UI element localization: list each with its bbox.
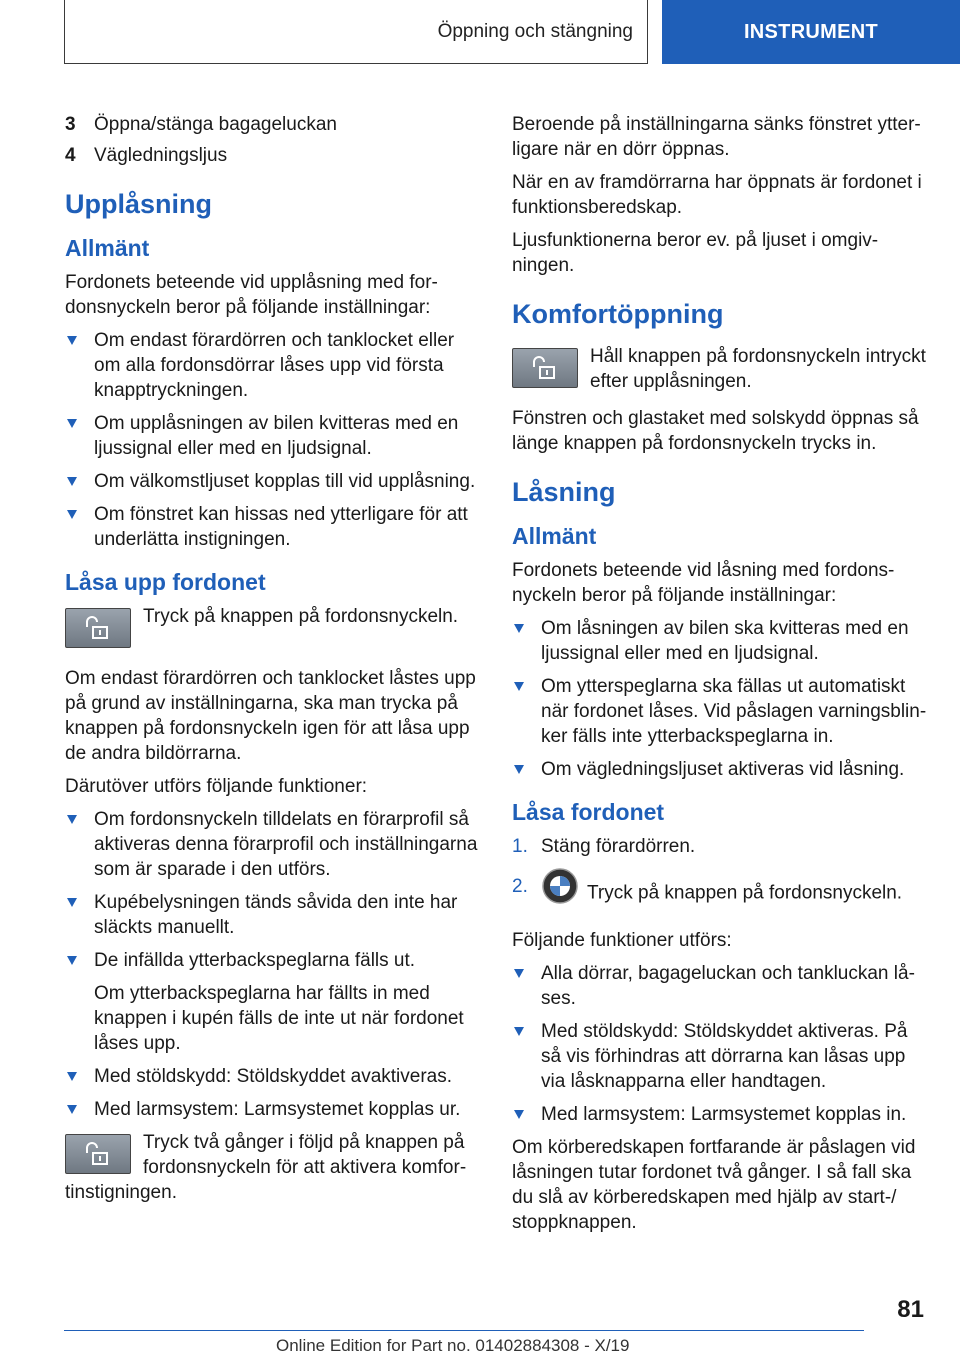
triangle-bullet-icon [67, 419, 77, 428]
key-instruction [65, 1130, 480, 1205]
item-text: Alla dörrar, bagageluckan och tankluckan låses. [541, 963, 915, 1009]
step-number: 2. [512, 876, 528, 897]
step-number: 1. [512, 836, 528, 857]
paragraph: Ljusfunktionerna beror ev. på ljuset i omgivningen. [512, 230, 879, 276]
triangle-bullet-icon [67, 477, 77, 486]
unlock-key-icon [65, 1134, 131, 1174]
item-text: Om fordonsnyckeln tilldelats en förarprofil så aktiveras denna förarprofil och inställningarna som är sparade i den utförs. [94, 809, 478, 880]
bullet-list [65, 807, 480, 973]
triangle-bullet-icon [67, 336, 77, 345]
paragraph: Om körberedskapen fortfarande är påslagen vid låsningen tutar fordonet två gånger. I så fall ska du slå av körberedskapen med hjälp av start-/ stoppknappen. [512, 1137, 916, 1233]
bullet-list [512, 616, 932, 782]
paragraph: Beroende på inställningarna sänks fönstret ytterligare när en dörr öppnas. [512, 114, 921, 160]
list-item [65, 890, 480, 940]
item-text: Med stöldskydd: Stöldskyddet avaktiveras. [94, 1066, 453, 1087]
triangle-bullet-icon [67, 510, 77, 519]
item-text: Kupébelysningen tänds såvida den inte har släckts manuellt. [94, 892, 458, 938]
triangle-bullet-icon [67, 898, 77, 907]
step-text: Stäng förardörren. [541, 836, 696, 857]
item-text: Om låsningen av bilen ska kvitteras med en ljussignal eller med en ljudsignal. [541, 618, 909, 664]
item-text: Om ytterspeglarna ska fällas ut automatiskt när fordonet låses. Vid påslagen varningsblinker fälls inte ytterbackspeglarna in. [541, 676, 927, 747]
item-text: Öppna/stänga bagageluckan [94, 114, 337, 135]
bullet-list [65, 328, 480, 552]
bullet-list [65, 1064, 480, 1122]
step-item [512, 867, 932, 920]
list-item [512, 674, 932, 749]
list-item [65, 1097, 480, 1122]
item-text: Om fönstret kan hissas ned ytterligare för att underlätta instigningen. [94, 504, 468, 550]
paragraph: Fönstren och glastaket med solskydd öppnas så länge knappen på fordonsnyckeln trycks in. [512, 408, 919, 454]
heading-lasa-fordonet: Låsa fordonet [512, 799, 665, 825]
section-tab[interactable] [662, 0, 960, 64]
item-text: Vägledningsljus [94, 145, 228, 166]
list-item [65, 807, 480, 882]
item-text: Med stöldskydd: Stöldskyddet aktiveras. På så vis förhindras att dörrarna kan låsas upp via låsknapparna eller handtagen. [541, 1021, 908, 1092]
list-item [65, 112, 480, 137]
triangle-bullet-icon [514, 765, 524, 774]
step-item [512, 834, 932, 859]
item-text: Om vägledningsljuset aktiveras vid låsning. [541, 759, 905, 780]
triangle-bullet-icon [514, 682, 524, 691]
item-text: Om endast förardörren och tanklocket eller om alla fordonsdörrar låses upp vid första knapptryckningen. [94, 330, 455, 401]
sub-paragraph: Om ytterbackspeglarna har fällts in med knappen i kupén fälls de inte ut när fordonet låses upp. [94, 983, 464, 1054]
item-text: Med larmsystem: Larmsystemet kopplas in. [541, 1104, 907, 1125]
list-item [512, 616, 932, 666]
footer-edition: Online Edition for Part no. 01402884308 - X/19 [276, 1336, 630, 1355]
key-instruction [65, 604, 480, 656]
triangle-bullet-icon [67, 1105, 77, 1114]
bmw-lock-key-icon [541, 867, 579, 920]
footer-divider [64, 1330, 864, 1331]
unlock-key-icon [65, 608, 131, 648]
list-item [65, 1064, 480, 1089]
paragraph: Fordonets beteende vid upplåsning med fordonsnyckeln beror på följande inställningar: [65, 272, 438, 318]
list-item [512, 961, 932, 1011]
unlock-key-icon [512, 348, 578, 388]
item-text: Om välkomstljuset kopplas till vid upplåsning. [94, 471, 476, 492]
triangle-bullet-icon [514, 1110, 524, 1119]
list-item [512, 757, 932, 782]
triangle-bullet-icon [514, 1027, 524, 1036]
heading-allmant: Allmänt [512, 523, 597, 549]
heading-lasa-upp: Låsa upp fordonet [65, 569, 266, 595]
list-item [65, 411, 480, 461]
triangle-bullet-icon [514, 969, 524, 978]
heading-komfortoppning: Komfortöppning [512, 299, 724, 329]
triangle-bullet-icon [67, 815, 77, 824]
right-column [512, 112, 932, 1243]
paragraph: När en av framdörrarna har öppnats är fordonet i funktionsberedskap. [512, 172, 922, 218]
steps-list [512, 834, 932, 920]
key-text: Tryck på knappen på fordonsnyckeln. [143, 606, 459, 627]
section-title: INSTRUMENT [743, 20, 879, 43]
item-number: 4 [65, 145, 76, 166]
list-item [65, 328, 480, 403]
list-item [512, 1019, 932, 1094]
heading-allmant: Allmänt [65, 235, 150, 261]
list-item [65, 502, 480, 552]
list-item [65, 143, 480, 168]
key-text: Håll knappen på fordonsnyckeln intryckt efter upplåsningen. [590, 346, 926, 392]
list-item [65, 469, 480, 494]
bullet-list [512, 961, 932, 1127]
item-text: Om upplåsningen av bilen kvitteras med en ljussignal eller med en ljudsignal. [94, 413, 459, 459]
chapter-title: Öppning och stängning [437, 20, 633, 42]
step-text: Tryck på knappen på fordonsnyckeln. [587, 882, 903, 904]
triangle-bullet-icon [67, 956, 77, 965]
triangle-bullet-icon [67, 1072, 77, 1081]
paragraph: Följande funktioner utförs: [512, 930, 732, 951]
item-number: 3 [65, 114, 76, 135]
paragraph: Därutöver utförs följande funktioner: [65, 776, 368, 797]
key-instruction [512, 344, 932, 396]
key-text: Tryck två gånger i följd på knappen på fordonsnyckeln för att aktivera komfortinstigningen. [65, 1132, 467, 1203]
heading-lasning: Låsning [512, 477, 616, 507]
heading-upplasning: Upplåsning [65, 189, 212, 219]
item-text: De infällda ytterbackspeglarna fälls ut. [94, 950, 416, 971]
chapter-header [64, 0, 648, 64]
triangle-bullet-icon [514, 624, 524, 633]
list-item [512, 1102, 932, 1127]
paragraph: Om endast förardörren och tanklocket låstes upp på grund av inställningarna, ska man trycka på knappen på fordonsnyckeln igen för att låsa upp de andra bildörrarna. [65, 668, 476, 764]
list-item [65, 948, 480, 973]
left-column [65, 112, 480, 1215]
page-number: 81 [897, 1296, 924, 1323]
item-text: Med larmsystem: Larmsystemet kopplas ur. [94, 1099, 461, 1120]
paragraph: Fordonets beteende vid låsning med fordonsnyckeln beror på följande inställningar: [512, 560, 895, 606]
